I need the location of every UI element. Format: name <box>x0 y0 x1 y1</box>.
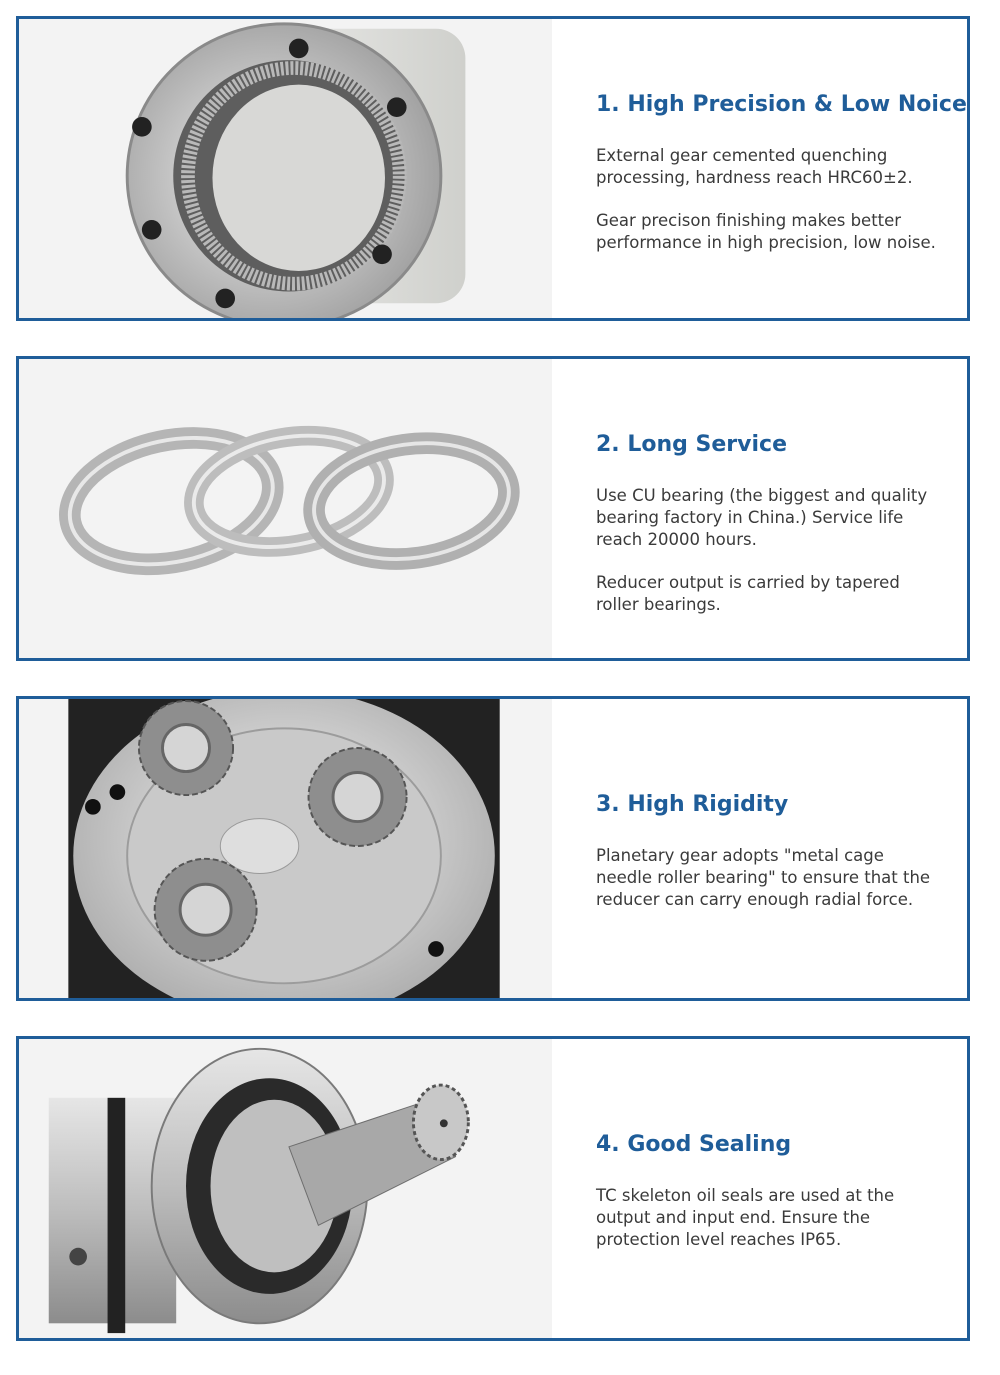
output-shaft-photo <box>19 1039 552 1338</box>
feature-paragraph: Planetary gear adopts "metal cage needle roller bearing" to ensure that the reducer can carry enough radial force. <box>596 846 931 909</box>
planetary-gears-photo <box>19 699 552 998</box>
feature-card-sealing <box>16 1036 970 1341</box>
feature-title: 4. Good Sealing <box>596 1132 792 1157</box>
feature-card-service <box>16 356 970 661</box>
bearings-photo <box>19 359 552 658</box>
feature-title: 3. High Rigidity <box>596 792 789 817</box>
feature-paragraph: Gear precison finishing makes better performance in high precision, low noise. <box>596 211 936 252</box>
feature-title: 1. High Precision & Low Noice <box>596 92 967 117</box>
feature-card-precision <box>16 16 970 321</box>
feature-paragraph: TC skeleton oil seals are used at the output and input end. Ensure the protection level reaches IP65. <box>596 1186 895 1249</box>
feature-card-rigidity <box>16 696 970 1001</box>
feature-paragraph: Use CU bearing (the biggest and quality bearing factory in China.) Service life reach 20000 hours. <box>596 486 928 549</box>
feature-paragraph: External gear cemented quenching processing, hardness reach HRC60±2. <box>596 146 913 187</box>
feature-paragraph: Reducer output is carried by tapered roller bearings. <box>596 573 900 614</box>
ring-gear-photo <box>19 19 552 318</box>
feature-title: 2. Long Service <box>596 432 787 457</box>
